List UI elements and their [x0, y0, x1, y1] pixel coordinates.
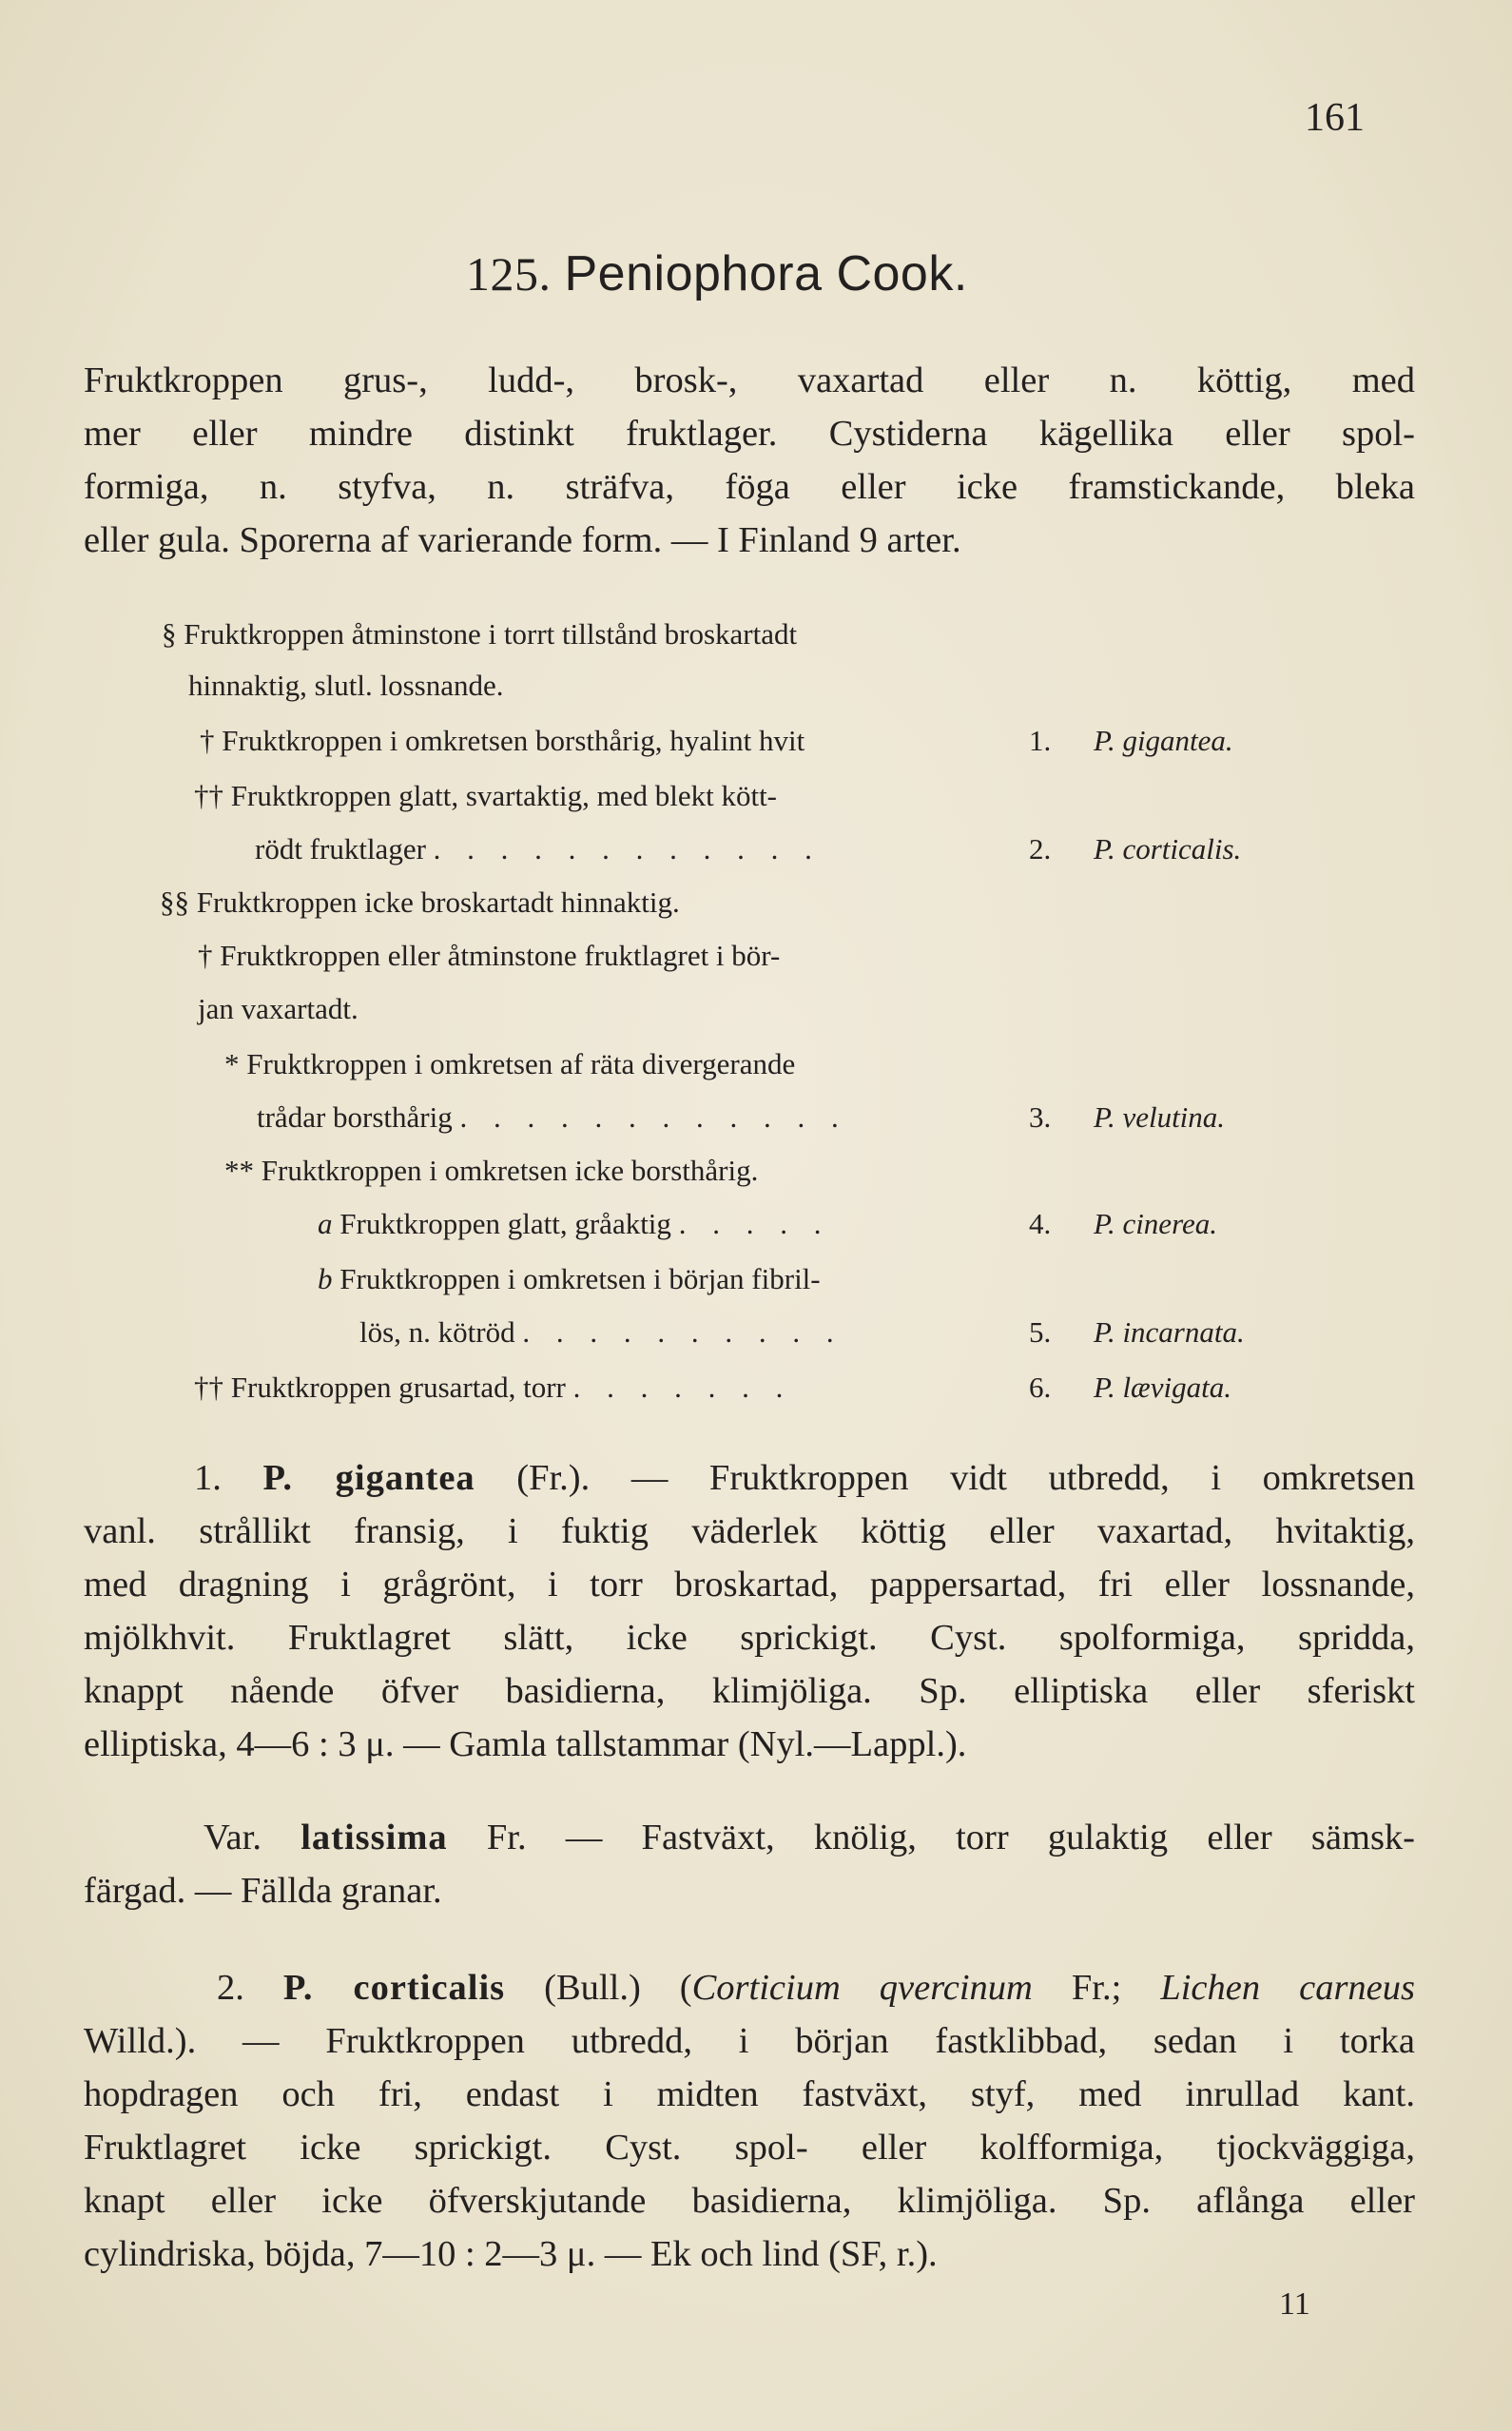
species-name: P. corticalis — [282, 1968, 506, 2008]
intro-line: mer eller mindre distinkt fruktlager. Cystiderna kägellika eller spol- — [84, 414, 1415, 454]
key-line: b Fruktkroppen i omkretsen i början fibril- — [318, 1262, 821, 1295]
species-2-description — [84, 1961, 1415, 2281]
heading-number: 125. — [466, 247, 552, 301]
variety-line: färgad. — Fällda granar. — [84, 1871, 442, 1911]
key-line: † Fruktkroppen eller åtminstone fruktlagret i bör- — [198, 939, 781, 972]
species-line: 1. P. gigantea (Fr.). — Fruktkroppen vidt utbredd, i omkretsen — [194, 1458, 1415, 1498]
key-line: §§ Fruktkroppen icke broskartadt hinnaktig. — [160, 885, 680, 919]
species-line: vanl. strållikt fransig, i fuktig väderlek köttig eller vaxartad, hvitaktig, — [84, 1511, 1415, 1551]
page-number: 161 — [1305, 96, 1365, 140]
variety-description — [84, 1811, 1415, 1917]
key-line: trådar borsthårig . . . . . . . . . . . . 3. P. velutina. — [257, 1100, 1226, 1134]
key-line: ** Fruktkroppen i omkretsen icke borsthårig. — [224, 1154, 759, 1187]
key-line: jan vaxartadt. — [198, 992, 359, 1025]
species-line: mjölkhvit. Fruktlagret slätt, icke sprickigt. Cyst. spolformiga, spridda, — [84, 1618, 1415, 1658]
key-line: * Fruktkroppen i omkretsen af räta divergerande — [224, 1047, 796, 1080]
intro-line: eller gula. Sporerna af varierande form. — I Finland 9 arter. — [84, 520, 961, 560]
key-line: † Fruktkroppen i omkretsen borsthårig, hyalint hvit 1. P. gigantea. — [200, 724, 1233, 757]
key-line: a Fruktkroppen glatt, gråaktig . . . . . 4. P. cinerea. — [318, 1207, 1217, 1240]
key-line: †† Fruktkroppen glatt, svartaktig, med blekt kött- — [194, 779, 778, 812]
species-line: Fruktlagret icke sprickigt. Cyst. spol- eller kolfformiga, tjockväggiga, — [84, 2128, 1415, 2168]
species-1-description — [84, 1451, 1415, 1771]
species-line: Willd.). — Fruktkroppen utbredd, i början fastklibbad, sedan i torka — [84, 2021, 1415, 2061]
key-line: rödt fruktlager . . . . . . . . . . . . 2. P. corticalis. — [255, 832, 1242, 865]
key-line: § Fruktkroppen åtminstone i torrt tillstånd broskartadt — [162, 617, 798, 651]
key-line: hinnaktig, slutl. lossnande. — [188, 669, 504, 702]
variety-name: latissima — [300, 1818, 448, 1857]
species-line: elliptiska, 4—6 : 3 μ. — Gamla tallstammar (Nyl.—Lappl.). — [84, 1724, 967, 1764]
species-line: cylindriska, böjda, 7—10 : 2—3 μ. — Ek och lind (SF, r.). — [84, 2234, 938, 2274]
key-line: †† Fruktkroppen grusartad, torr . . . . . . . 6. P. lævigata. — [194, 1371, 1231, 1404]
intro-line: Fruktkroppen grus-, ludd-, brosk-, vaxartad eller n. köttig, med — [84, 360, 1415, 400]
species-line: knapt eller icke öfverskjutande basidierna, klimjöliga. Sp. aflånga eller — [84, 2181, 1415, 2221]
genus-heading — [466, 245, 968, 302]
species-line: hopdragen och fri, endast i midten fastväxt, styf, med inrullad kant. — [84, 2074, 1415, 2114]
intro-line: formiga, n. styfva, n. sträfva, föga eller icke framstickande, bleka — [84, 467, 1415, 507]
species-line: knappt nående öfver basidierna, klimjöliga. Sp. elliptiska eller sferiskt — [84, 1671, 1415, 1711]
species-line: 2. P. corticalis (Bull.) (Corticium qvercinum Fr.; Lichen carneus — [217, 1968, 1416, 2008]
variety-line: Var. latissima Fr. — Fastväxt, knölig, torr gulaktig eller sämsk- — [204, 1818, 1415, 1857]
species-name: P. gigantea — [262, 1458, 475, 1498]
intro-paragraph — [84, 354, 1415, 567]
species-line: med dragning i grågrönt, i torr broskartad, pappersartad, fri eller lossnande, — [84, 1565, 1415, 1604]
signature-mark: 11 — [1279, 2286, 1310, 2322]
heading-genus: Peniophora Cook. — [564, 246, 968, 301]
key-line: lös, n. kötröd . . . . . . . . . . 5. P. incarnata. — [359, 1315, 1245, 1349]
